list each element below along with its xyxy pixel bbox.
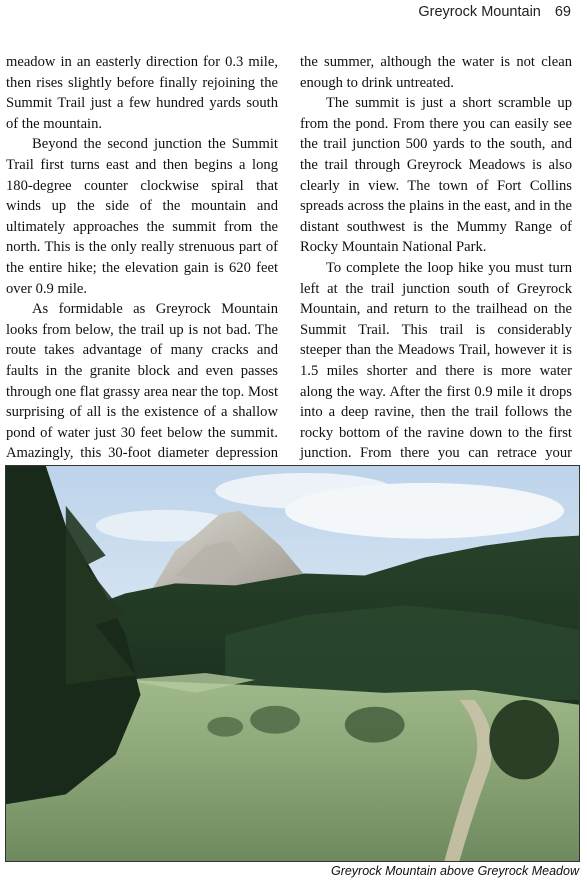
photo-caption: Greyrock Mountain above Greyrock Meadow	[330, 864, 579, 878]
left-column	[6, 52, 278, 484]
right-shrub	[489, 700, 559, 780]
running-header	[418, 4, 571, 24]
right-paragraph-2: The summit is just a short scramble up from the pond. From there you can easily see the trail junction 500 yards to the south, and the trail through Greyrock Meadows is also clearly in view. The town of Fort Collins spreads across the plains in the east, and in the distant southwest is the Mummy Range of Rocky Mountain National Park.	[300, 95, 572, 256]
page-number: 69	[554, 4, 571, 20]
left-paragraph-3: As formidable as Greyrock Mountain looks from below, the trail up is not bad. The route takes advantage of many cracks and faults in the granite block and even passes through one flat grassy area near the top. Most surprising of all is the existence of a shallow pond of water just 30 feet below the summit. Amazingly, this 30-foot diameter depression	[6, 301, 278, 462]
right-paragraph-3: To complete the loop hike you must turn left at the trail junction south of Greyrock Mountain, and return to the trailhead on the Summit Trail. This trail is considerably steeper than the Meadows Trail, however it is 1.5 miles shorter and there is more water along the way. After the first 0.9 mile it drops into a deep ravine, then the trail follows the rocky bottom of the ravine down to the first junction. From there you can retrace your	[300, 259, 572, 462]
meadow-shrub	[250, 706, 300, 734]
left-paragraph-2: Beyond the second junction the Summit Trail first turns east and then begins a long 180-degree counter clockwise spiral that winds up the side of the mountain and ultimately approaches the summit from the north. This is the only really strenuous part of the entire hike; the elevation gain is 620 feet over 0.9 mile.	[6, 136, 278, 297]
right-column	[300, 52, 572, 484]
running-header-title: Greyrock Mountain	[418, 4, 541, 20]
mountain-meadow-photo	[5, 465, 580, 862]
photo-illustration	[6, 466, 579, 861]
left-paragraph-1: meadow in an easterly direction for 0.3 mile, then rises slightly before finally rejoining the Summit Trail just a few hundred yards south of the mountain.	[6, 54, 278, 132]
right-paragraph-1: the summer, although the water is not clean enough to drink untreated.	[300, 54, 572, 91]
cloud	[215, 473, 394, 509]
meadow-shrub	[345, 707, 405, 743]
meadow-shrub	[207, 717, 243, 737]
